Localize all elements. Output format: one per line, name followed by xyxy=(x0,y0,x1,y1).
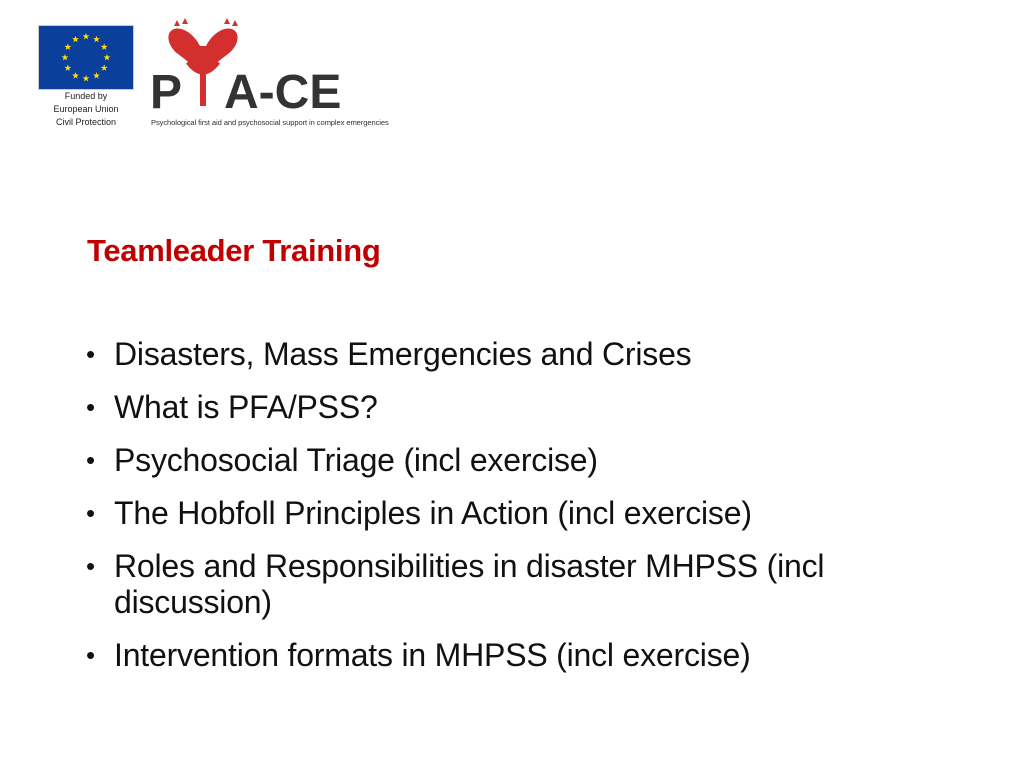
funding-caption-line: Funded by xyxy=(64,91,108,101)
eu-star-icon xyxy=(101,43,108,50)
funding-caption-line: European Union xyxy=(53,104,119,114)
bullet-icon: • xyxy=(86,445,95,475)
bullet-icon: • xyxy=(86,640,95,670)
agenda-item xyxy=(86,637,966,673)
eu-star-icon xyxy=(62,54,69,61)
agenda-item-text: Disasters, Mass Emergencies and Crises xyxy=(114,336,692,372)
svg-text:A-CE: A-CE xyxy=(224,66,342,118)
eu-flag-icon xyxy=(38,25,134,90)
eu-star-icon xyxy=(64,43,71,50)
svg-text:P: P xyxy=(150,66,183,118)
psyace-logo-icon xyxy=(148,18,393,118)
funding-caption-line: Civil Protection xyxy=(55,117,117,127)
bullet-icon: • xyxy=(86,339,95,369)
agenda-item-text: What is PFA/PSS? xyxy=(114,389,378,425)
agenda-item-text: Intervention formats in MHPSS (incl exercise) xyxy=(114,637,751,673)
agenda-item xyxy=(86,389,966,425)
funding-caption xyxy=(36,90,136,129)
eu-star-icon xyxy=(83,33,90,40)
agenda-item-text: Roles and Responsibilities in disaster MHPSS (incl discussion) xyxy=(114,548,825,620)
eu-star-icon xyxy=(64,64,71,71)
psyace-logo xyxy=(148,18,393,138)
eu-star-icon xyxy=(93,72,100,79)
eu-star-icon xyxy=(104,54,111,61)
agenda-list xyxy=(86,336,966,690)
eu-star-icon xyxy=(83,75,90,82)
eu-star-icon xyxy=(93,36,100,43)
eu-star-icon xyxy=(72,36,79,43)
logo-tagline: Psychological first aid and psychosocial support in complex emergencies xyxy=(151,118,389,127)
bullet-icon: • xyxy=(86,392,95,422)
agenda-item-text: The Hobfoll Principles in Action (incl exercise) xyxy=(114,495,752,531)
bullet-icon: • xyxy=(86,498,95,528)
agenda-item xyxy=(86,548,966,620)
agenda-item xyxy=(86,495,966,531)
agenda-item-text: Psychosocial Triage (incl exercise) xyxy=(114,442,598,478)
agenda-item xyxy=(86,336,966,372)
agenda-item xyxy=(86,442,966,478)
eu-star-icon xyxy=(72,72,79,79)
eu-star-icon xyxy=(101,64,108,71)
bullet-icon: • xyxy=(86,551,95,581)
slide-title: Teamleader Training xyxy=(87,233,381,268)
